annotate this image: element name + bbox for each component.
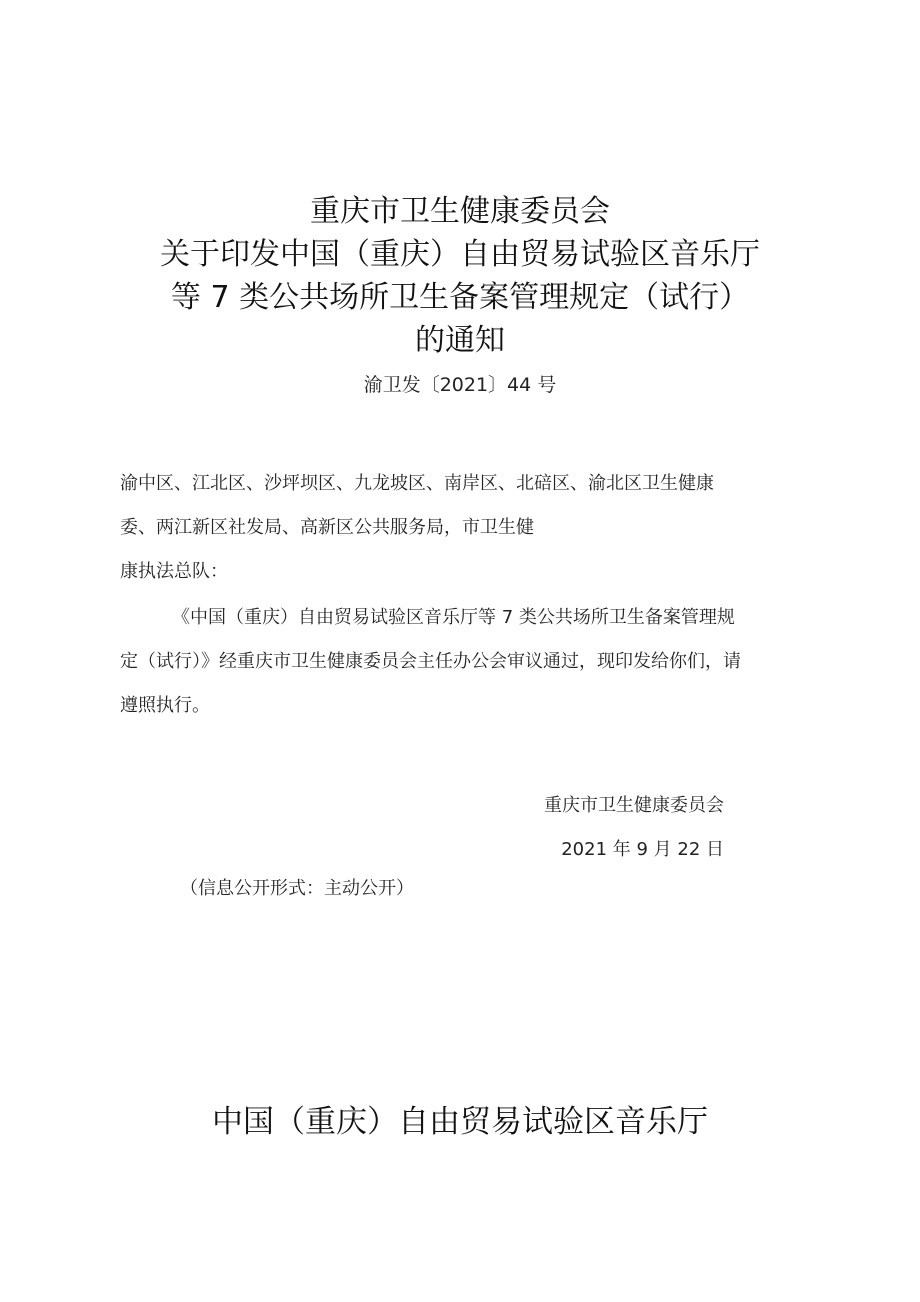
signature-block: [544, 784, 724, 872]
title-line-2: 关于印发中国（重庆）自由贸易试验区音乐厅: [160, 237, 760, 272]
document-title: [0, 190, 920, 362]
title-line-1: 重庆市卫生健康委员会: [310, 194, 610, 229]
addressee-line-3: 康执法总队：: [120, 561, 228, 582]
signature-date: 2021 年 9 月 22 日: [561, 839, 724, 860]
body-paragraph: [120, 596, 820, 728]
next-section-title: 中国（重庆）自由贸易试验区音乐厅: [212, 1104, 708, 1140]
addressee-line-2: 委、两江新区社发局、高新区公共服务局，市卫生健: [120, 517, 534, 538]
title-line-4: 的通知: [415, 323, 505, 358]
signature-org: 重庆市卫生健康委员会: [544, 795, 724, 816]
disclosure-note: （信息公开形式：主动公开）: [180, 878, 414, 899]
title-line-3: 等 7 类公共场所卫生备案管理规定（试行）: [170, 280, 750, 315]
body-line-1: 《中国（重庆）自由贸易试验区音乐厅等 7 类公共场所卫生备案管理规: [172, 607, 735, 628]
document-number: 渝卫发〔2021〕44 号: [363, 374, 557, 396]
body-line-3: 遵照执行。: [120, 695, 210, 716]
addressee-line-1: 渝中区、江北区、沙坪坝区、九龙坡区、南岸区、北碚区、渝北区卫生健康: [120, 473, 714, 494]
body-line-2: 定（试行）》经重庆市卫生健康委员会主任办公会审议通过，现印发给你们，请: [120, 651, 741, 672]
addressee-block: [120, 462, 820, 594]
